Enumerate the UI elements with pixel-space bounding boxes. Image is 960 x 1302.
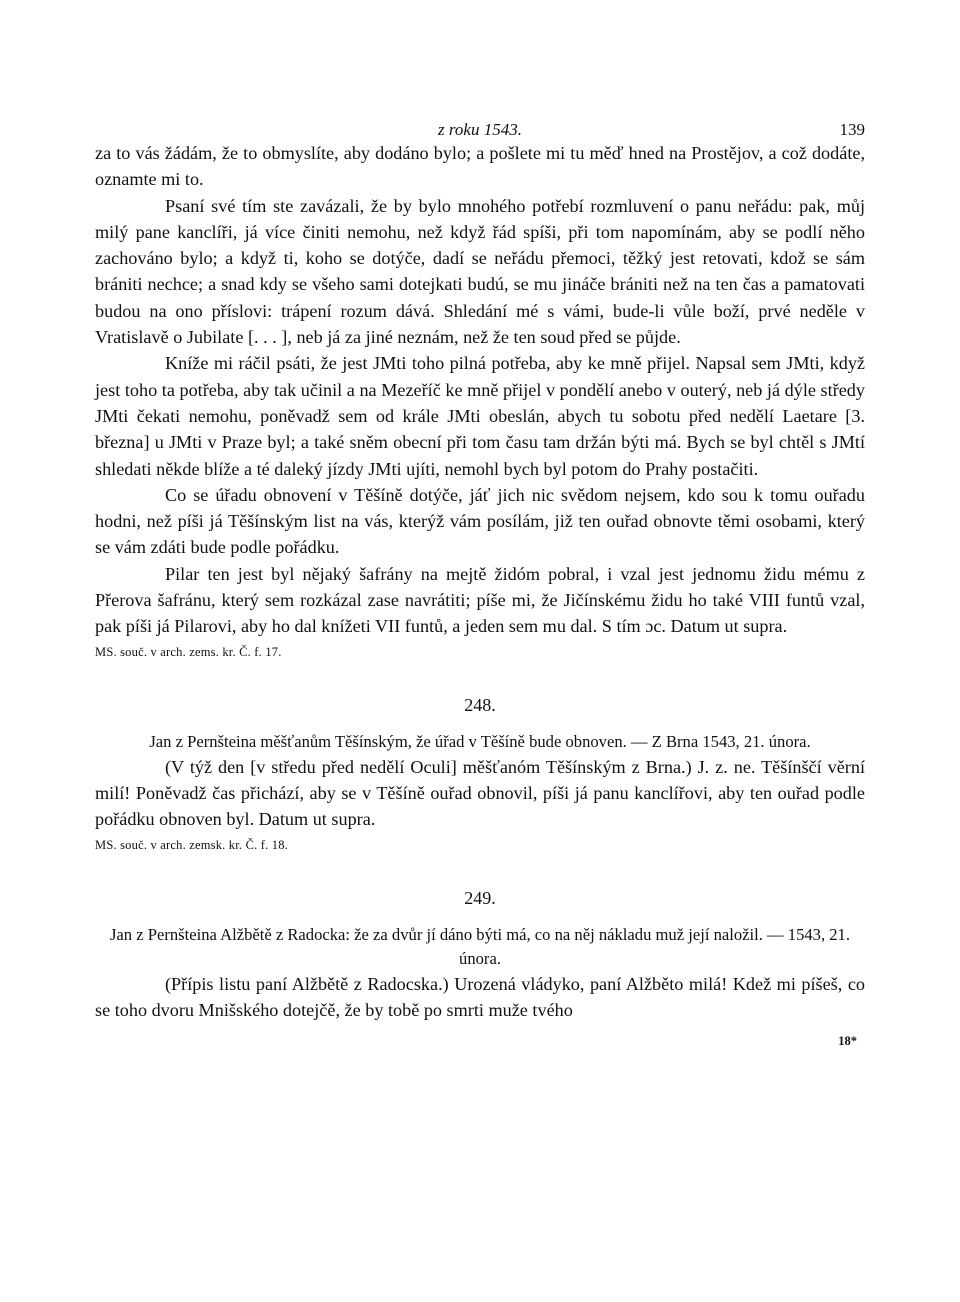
doc247-source-note: MS. souč. v arch. zems. kr. Č. f. 17. <box>95 644 282 659</box>
page-number: 139 <box>839 120 865 139</box>
page-header <box>95 112 865 140</box>
doc247-paragraph-1: za to vás žádám, že to obmyslíte, aby dodáno bylo; a pošlete mi tu měď hned na Prostějov, a což dodáte, oznamte mi to. <box>95 143 865 190</box>
doc249-number: 249. <box>464 887 496 908</box>
doc247-paragraph-5: Pilar ten jest byl nějaký šafrány na mejtě židóm pobral, i vzal jest jednomu židu mému z Přerova šafránu, který sem rozkázal zase navrátiti; píše mi, že Jičínskému židu ho také VIII funtů vzal, pak píši já Pilarovi, aby ho dal knížeti VII funtů, a jeden sem mu dal. S tím ɔc. Datum ut supra. <box>95 563 865 637</box>
doc249-regest: Jan z Pernšteina Alžbětě z Radocka: že za dvůr jí dáno býti má, co na něj nákladu muž její naložil. — 1543, 21. února. <box>109 924 851 968</box>
doc248-source-note: MS. souč. v arch. zemsk. kr. Č. f. 18. <box>95 837 288 852</box>
doc248-paragraph-1: (V týž den [v středu před nedělí Oculi] měšťanóm Těšínským z Brna.) J. z. ne. Těšínščí věrní milí! Poněvadž čas přichází, aby se v Těšíně ouřad obnovil, píši já panu kanclířovi, aby ten ouřad podle pořádku obnoven byl. Datum ut supra. <box>95 756 865 830</box>
doc247-paragraph-3: Kníže mi ráčil psáti, že jest JMti toho pilná potřeba, aby ke mně přijel. Napsal sem JMti, když jest toho ta potřeba, aby tak učinil a na Mezeříč ke mně přijel v pondělí anebo v outerý, neb já dýle středy JMti čekati nemohu, poněvadž sem od krále JMti obeslán, abych tu sobotu před nedělí Laetare [3. března] u JMti v Praze byl; a také sněm obecní při tom času tam držán býti má. Bych se byl chtěl s JMtí shledati někde blíže a té daleký jízdy JMti ujíti, nemohl bych byl potom do Prahy postačiti. <box>95 353 865 479</box>
page-content <box>95 112 865 1055</box>
doc249-paragraph-1: (Přípis listu paní Alžbětě z Radocska.) Urozená vládyko, paní Alžběto milá! Kdež mi píšeš, co se toho dvoru Mnišského dotejčě, že by tobě po smrti muže tvého <box>95 973 865 1020</box>
doc247-paragraph-4: Co se úřadu obnovení v Těšíně dotýče, jáť jich nic svědom nejsem, kdo sou k tomu ouřadu hodni, než píši já Těšínským list na vás, kterýž vám posílám, již ten ouřad obnovte těmi osobami, který se vám zdáti bude podle pořádku. <box>95 484 865 558</box>
doc248-regest: Jan z Pernšteina měšťanům Těšínským, že úřad v Těšíně bude obnoven. — Z Brna 1543, 21. února. <box>149 731 811 751</box>
printer-signature: 18* <box>838 1034 857 1049</box>
running-title: z roku 1543. <box>438 120 522 139</box>
doc247-paragraph-2: Psaní své tím ste zavázali, že by bylo mnohého potřebí rozmluvení o panu neřádu: pak, můj milý pane kanclíři, já více činiti nemohu, než když řád spíši, při tom napomínám, aby se podlí něho zachováno bylo; a když ti, koho se dotýče, dadí se neřádu přemoci, těžký jest retovati, kdož se sám brániti nechce; a snad kdy se všeho sami dotejkati budú, se mu jináče brániti než na ten čas a pamatovati budou na ono příslovi: trápení rozum dává. Shledání mé s vámi, bude-li vůle boží, prvé neděle v Vratislavě o Jubilate [. . . ], neb já za jiné neznám, než že ten soud před se půjde. <box>95 195 865 348</box>
document-body <box>95 140 865 1055</box>
doc248-number: 248. <box>464 694 496 715</box>
